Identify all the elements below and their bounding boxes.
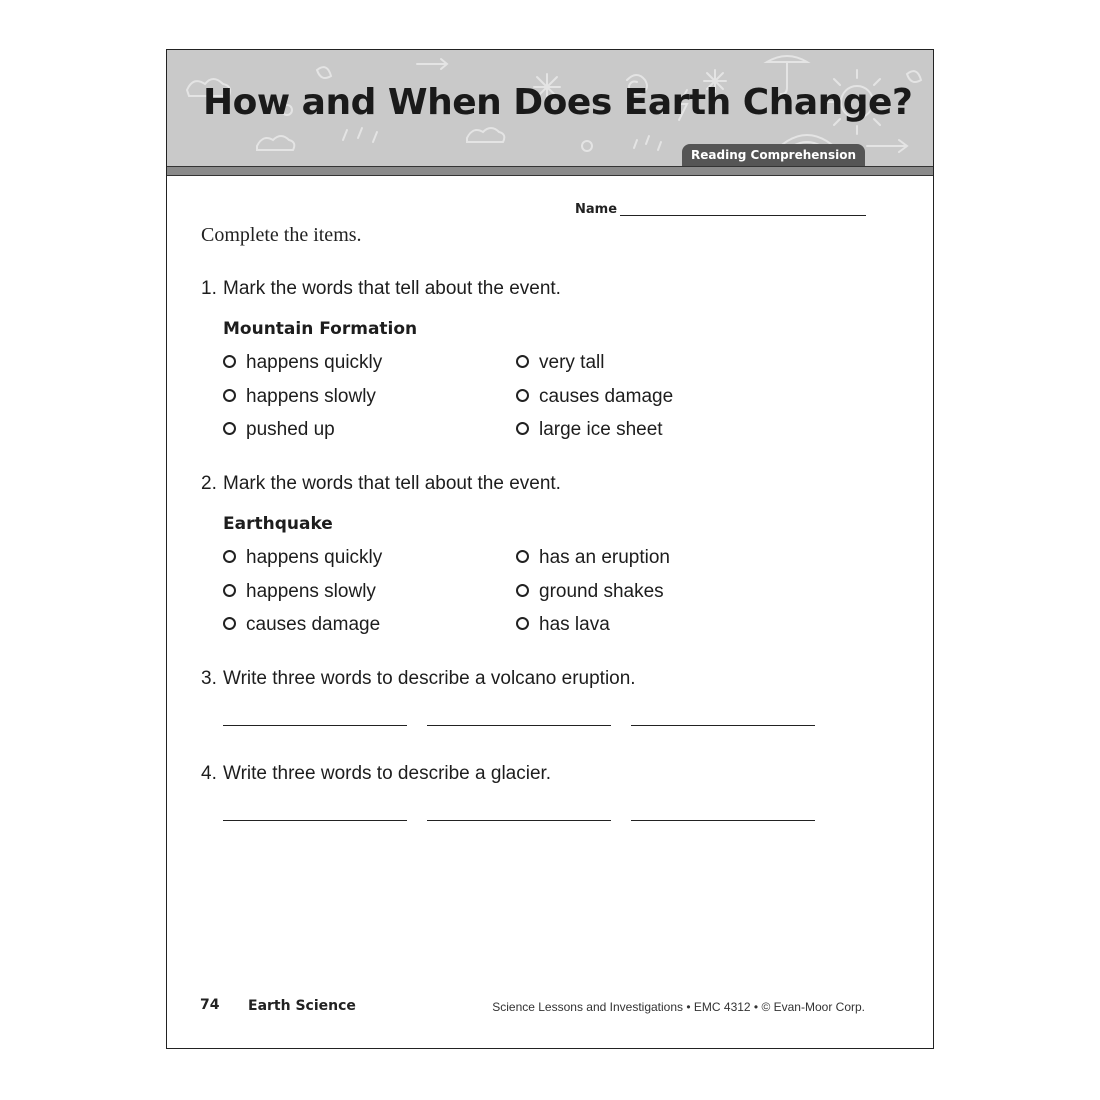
option-label: has lava bbox=[539, 614, 610, 635]
circle-checkbox-icon[interactable] bbox=[516, 355, 529, 368]
answer-line[interactable] bbox=[427, 725, 611, 726]
option-checkbox[interactable] bbox=[223, 580, 376, 604]
event-title: Mountain Formation bbox=[223, 319, 418, 339]
header-banner bbox=[167, 50, 933, 166]
instructions: Complete the items. bbox=[201, 224, 362, 246]
question-number: 3. bbox=[201, 668, 217, 689]
circle-checkbox-icon[interactable] bbox=[516, 422, 529, 435]
circle-checkbox-icon[interactable] bbox=[223, 617, 236, 630]
circle-checkbox-icon[interactable] bbox=[223, 422, 236, 435]
question-1 bbox=[201, 278, 561, 300]
option-checkbox[interactable] bbox=[223, 546, 382, 570]
answer-line[interactable] bbox=[223, 725, 407, 726]
option-checkbox[interactable] bbox=[516, 613, 610, 637]
option-checkbox[interactable] bbox=[516, 580, 664, 604]
option-checkbox[interactable] bbox=[223, 613, 380, 637]
question-number: 1. bbox=[201, 278, 217, 299]
event-title: Earthquake bbox=[223, 514, 333, 534]
answer-line[interactable] bbox=[631, 820, 815, 821]
circle-checkbox-icon[interactable] bbox=[516, 617, 529, 630]
option-label: happens quickly bbox=[246, 547, 383, 568]
circle-checkbox-icon[interactable] bbox=[516, 389, 529, 402]
option-label: pushed up bbox=[246, 419, 335, 440]
publisher-credit: Science Lessons and Investigations • EMC 4312 • © Evan-Moor Corp. bbox=[492, 1000, 865, 1014]
name-label: Name bbox=[575, 202, 618, 217]
option-checkbox[interactable] bbox=[223, 351, 382, 375]
subject-label: Earth Science bbox=[248, 998, 356, 1014]
option-label: large ice sheet bbox=[539, 419, 663, 440]
option-label: has an eruption bbox=[539, 547, 670, 568]
option-label: ground shakes bbox=[539, 581, 664, 602]
answer-line[interactable] bbox=[427, 820, 611, 821]
option-checkbox[interactable] bbox=[223, 418, 335, 442]
circle-checkbox-icon[interactable] bbox=[516, 584, 529, 597]
question-text: Write three words to describe a glacier. bbox=[223, 763, 552, 784]
option-label: causes damage bbox=[539, 386, 674, 407]
answer-line[interactable] bbox=[631, 725, 815, 726]
option-checkbox[interactable] bbox=[516, 351, 604, 375]
circle-checkbox-icon[interactable] bbox=[223, 389, 236, 402]
question-2 bbox=[201, 473, 561, 495]
question-text: Mark the words that tell about the event. bbox=[223, 473, 561, 494]
option-checkbox[interactable] bbox=[516, 418, 663, 442]
circle-checkbox-icon[interactable] bbox=[223, 355, 236, 368]
question-4 bbox=[201, 763, 551, 785]
question-3 bbox=[201, 668, 636, 690]
name-field bbox=[575, 202, 867, 220]
option-checkbox[interactable] bbox=[223, 385, 376, 409]
option-checkbox[interactable] bbox=[516, 385, 673, 409]
question-text: Write three words to describe a volcano eruption. bbox=[223, 668, 636, 689]
answer-line[interactable] bbox=[223, 820, 407, 821]
page-title: How and When Does Earth Change? bbox=[203, 82, 913, 123]
option-checkbox[interactable] bbox=[516, 546, 670, 570]
page-number: 74 bbox=[200, 997, 220, 1013]
circle-checkbox-icon[interactable] bbox=[223, 550, 236, 563]
category-tag: Reading Comprehension bbox=[682, 144, 865, 166]
worksheet-page bbox=[166, 49, 934, 1049]
header-divider bbox=[167, 166, 933, 176]
question-number: 4. bbox=[201, 763, 217, 784]
question-number: 2. bbox=[201, 473, 217, 494]
option-label: happens quickly bbox=[246, 352, 383, 373]
question-text: Mark the words that tell about the event. bbox=[223, 278, 561, 299]
option-label: very tall bbox=[539, 352, 605, 373]
option-label: happens slowly bbox=[246, 386, 376, 407]
circle-checkbox-icon[interactable] bbox=[516, 550, 529, 563]
name-write-line[interactable] bbox=[620, 215, 866, 216]
option-label: happens slowly bbox=[246, 581, 376, 602]
circle-checkbox-icon[interactable] bbox=[223, 584, 236, 597]
option-label: causes damage bbox=[246, 614, 381, 635]
